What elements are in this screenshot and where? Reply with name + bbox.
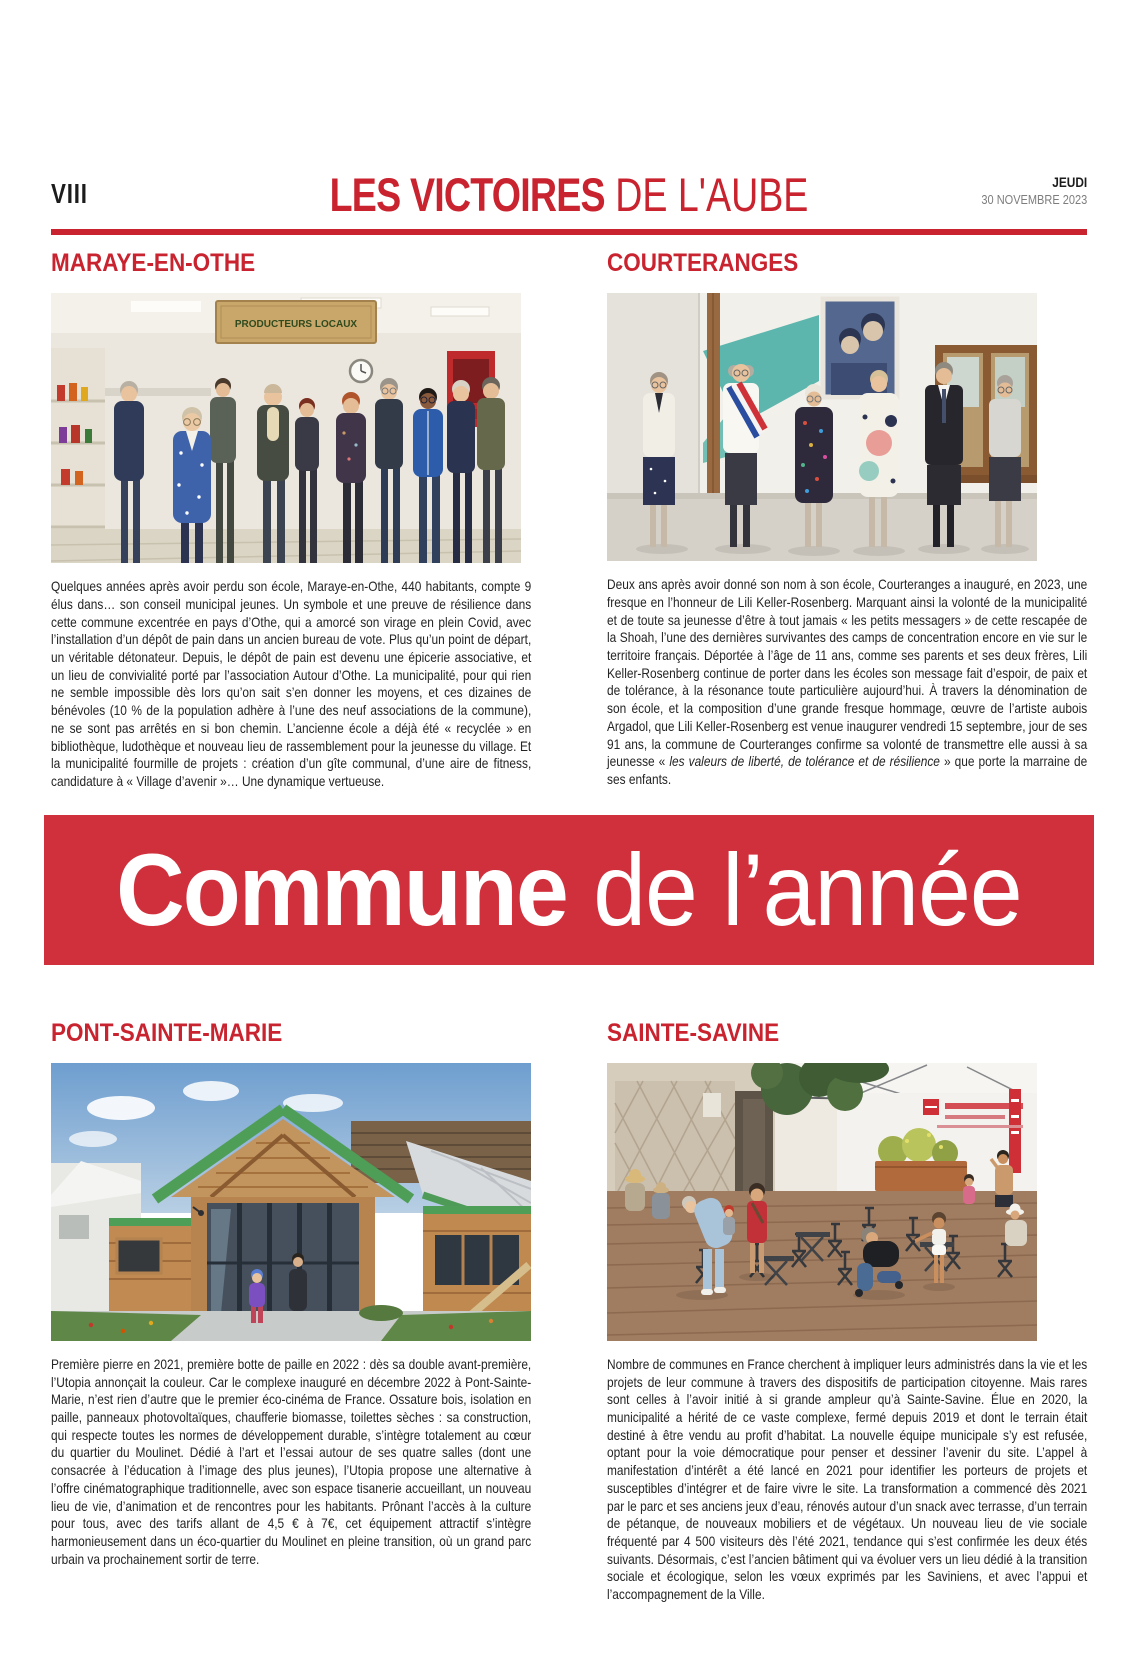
banner-title-light: de l’année (593, 832, 1022, 947)
masthead-title (329, 168, 809, 221)
wall-clock (350, 360, 372, 382)
courteranges-inauguration-photo (607, 293, 1037, 561)
article-title: COURTERANGES (607, 249, 799, 277)
article-pont-sainte-marie (51, 1005, 531, 1569)
svg-text:PRODUCTEURS LOCAUX: PRODUCTEURS LOCAUX (234, 319, 358, 331)
banner-title (116, 832, 1022, 947)
articles-row-bottom (51, 1005, 1087, 1604)
masthead-title-light: DE L'AUBE (615, 168, 809, 221)
article-photo-maraye (51, 293, 531, 563)
article-body: Deux ans après avoir donné son nom à son école, Courteranges a inauguré, en 2023, une fresque en l’honneur de Lili Keller-Rosenberg. Marquant ainsi la volonté de la municipalité et de toute sa jeunesse d’être à tout jamais « les petits messagers » de cette rescapée de la Shoah, l’une des dernières survivantes des camps de concentration encore en vie sur le territoire français. Déportée à l’âge de 11 ans, comme ses parents et ses deux frères, Lili Keller-Rosenberg continue de porter dans les écoles son message fait d’espoir, de paix et de tolérance, à la résonance toute particulière aujourd’hui. À travers la dénomination de son école, et la composition d’une grande fresque hommage, œuvre de l’artiste aubois Argadol, que Lili Keller-Rosenberg est venue inaugurer vendredi 15 septembre, jour de ses 91 ans, la commune de Courteranges confirme sa volonté de transmettre elle aussi à sa jeunesse « les valeurs de liberté, de tolérance et de résilience » que porte la marraine de ses enfants. (607, 576, 1088, 787)
page-number: VIII (51, 178, 88, 209)
article-body: Première pierre en 2021, première botte de paille en 2022 : dès sa double avant-première, l’Utopia annonçait la couleur. Car le complexe inauguré en décembre 2022 à Pont-Sainte-Marie, n’est rien d’autre que le premier éco-cinéma de France. Ossature bois, isolation en paille, panneaux photovoltaïques, chaufferie biomasse, toilettes sèches : sa construction, qui respecte toutes les normes de développement durable, s’intègre totalement au cœur du quartier du Moulinet. Dédié à l’art et l’essai autour de ses quatre salles (dont une consacrée à l’éducation à l’image des plus jeunes), l’Utopia propose une alternative à l’offre cinématographique traditionnelle, avec son espace tisanerie accueillant, un nouveau lieu de vie, d’animation et de rencontres pour les habitants. Prônant l’accès à la culture pour tous, avec des tarifs allant de 4,5 € à 7€, cet équipement attractif s’intègre harmonieusement dans un éco-quartier du Moulinet en pleine transition, où un grand parc urbain va prochainement sortir de terre. (51, 1355, 532, 1567)
kid-pink (963, 1174, 975, 1204)
masthead (51, 156, 1087, 221)
date-full: 30 NOVEMBRE 2023 (981, 192, 1087, 207)
banner-title-bold: Commune (116, 832, 567, 947)
article-courteranges (607, 235, 1087, 789)
masthead-title-bold: LES VICTOIRES (329, 168, 605, 221)
article-title: MARAYE-EN-OTHE (51, 249, 256, 277)
article-body: Nombre de communes en France cherchent à impliquer leurs administrés dans la vie et les projets de leur commune à travers des dispositifs de participation citoyenne. Mais rares sont celles à l’avoir initié à si grande ampleur qu’à Sainte-Savine. Élue en 2020, la municipalité a hérité de ce vaste complexe, fermé depuis 2019 et dont le terrain était destiné à être vendu au profit d’habitat. La nouvelle équipe municipale s’y est refusée, optant pour la voie démocratique pour penser et dessiner l’avenir du site. L’appel à manifestation d’intérêt a été lancé en 2021 pour identifier les porteurs de projets et susceptibles d’intégrer et de faire vivre le site. La transformation a commencé dès 2021 par le parc et ses anciens jeux d’eau, rénovés autour d’un snack avec terrasse, d’un terrain de pétanque, de nouveaux mobiliers et de végétaux. Un nouveau lieu de vie sociale fréquenté par 4 500 visiteurs dès l’été 2021, tendance qui s’est confirmée les deux étés suivants. Désormais, c’est l’ancien bâtiment qui va évoluer vers un lieu dédié à la transition sociale et écologique, selon les vœux exprimés par les Saviniens, et avec l’appui et l’accompagnement de la Ville. (607, 1355, 1088, 1603)
article-photo-courteranges (607, 293, 1087, 561)
terrace-scene-photo (607, 1063, 1037, 1341)
date-day: JEUDI (1052, 175, 1087, 191)
article-title: SAINTE-SAVINE (607, 1018, 780, 1047)
article-sainte-savine (607, 1005, 1087, 1604)
eco-cinema-building-photo (51, 1063, 531, 1341)
article-maraye-en-othe (51, 235, 531, 791)
producteurs-locaux-sign (216, 301, 376, 343)
article-title: PONT-SAINTE-MARIE (51, 1018, 283, 1047)
left-wing (109, 1218, 191, 1313)
commune-de-lannee-banner (44, 815, 1094, 965)
articles-row-top (51, 235, 1087, 791)
article-body: Quelques années après avoir perdu son école, Maraye-en-Othe, 440 habitants, compte 9 élus dans… son conseil municipal jeunes. Un symbole et une preuve de résilience dans cette commune excentrée en pays d’Othe, qui a amorcé son virage en plein Covid, avec l’installation d’un dépôt de pain dans un ancien bureau de vote. Plus qu’un point de départ, un véritable détonateur. Depuis, le dépôt de pain est devenu une épicerie associative, et un lieu de convivialité porté par l’association Autour d’Othe. La municipalité, pour qui rien ne semble impossible dès lors qu’on sait s’en donner les moyens, et ces dizaines de bénévoles (10 % de la population adhère à l’une des neuf associations de la commune), ne se sont pas arrêtés en si bon chemin. L’ancienne école a déjà été « recyclée » en bibliothèque, ludothèque et nouveau lieu de rassemblement pour la jeunesse du village. Et la municipalité fourmille de projets : création d’un gîte communal, d’une aire de fitness, candidature à « Village d’avenir »… Une dynamique vertueuse. (51, 578, 532, 789)
article-photo-pont-sainte-marie (51, 1063, 531, 1341)
article-photo-sainte-savine (607, 1063, 1087, 1341)
kid-red-cap (723, 1205, 735, 1235)
right-wing (423, 1206, 531, 1313)
maraye-group-photo (51, 293, 521, 563)
date-block (981, 174, 1087, 208)
